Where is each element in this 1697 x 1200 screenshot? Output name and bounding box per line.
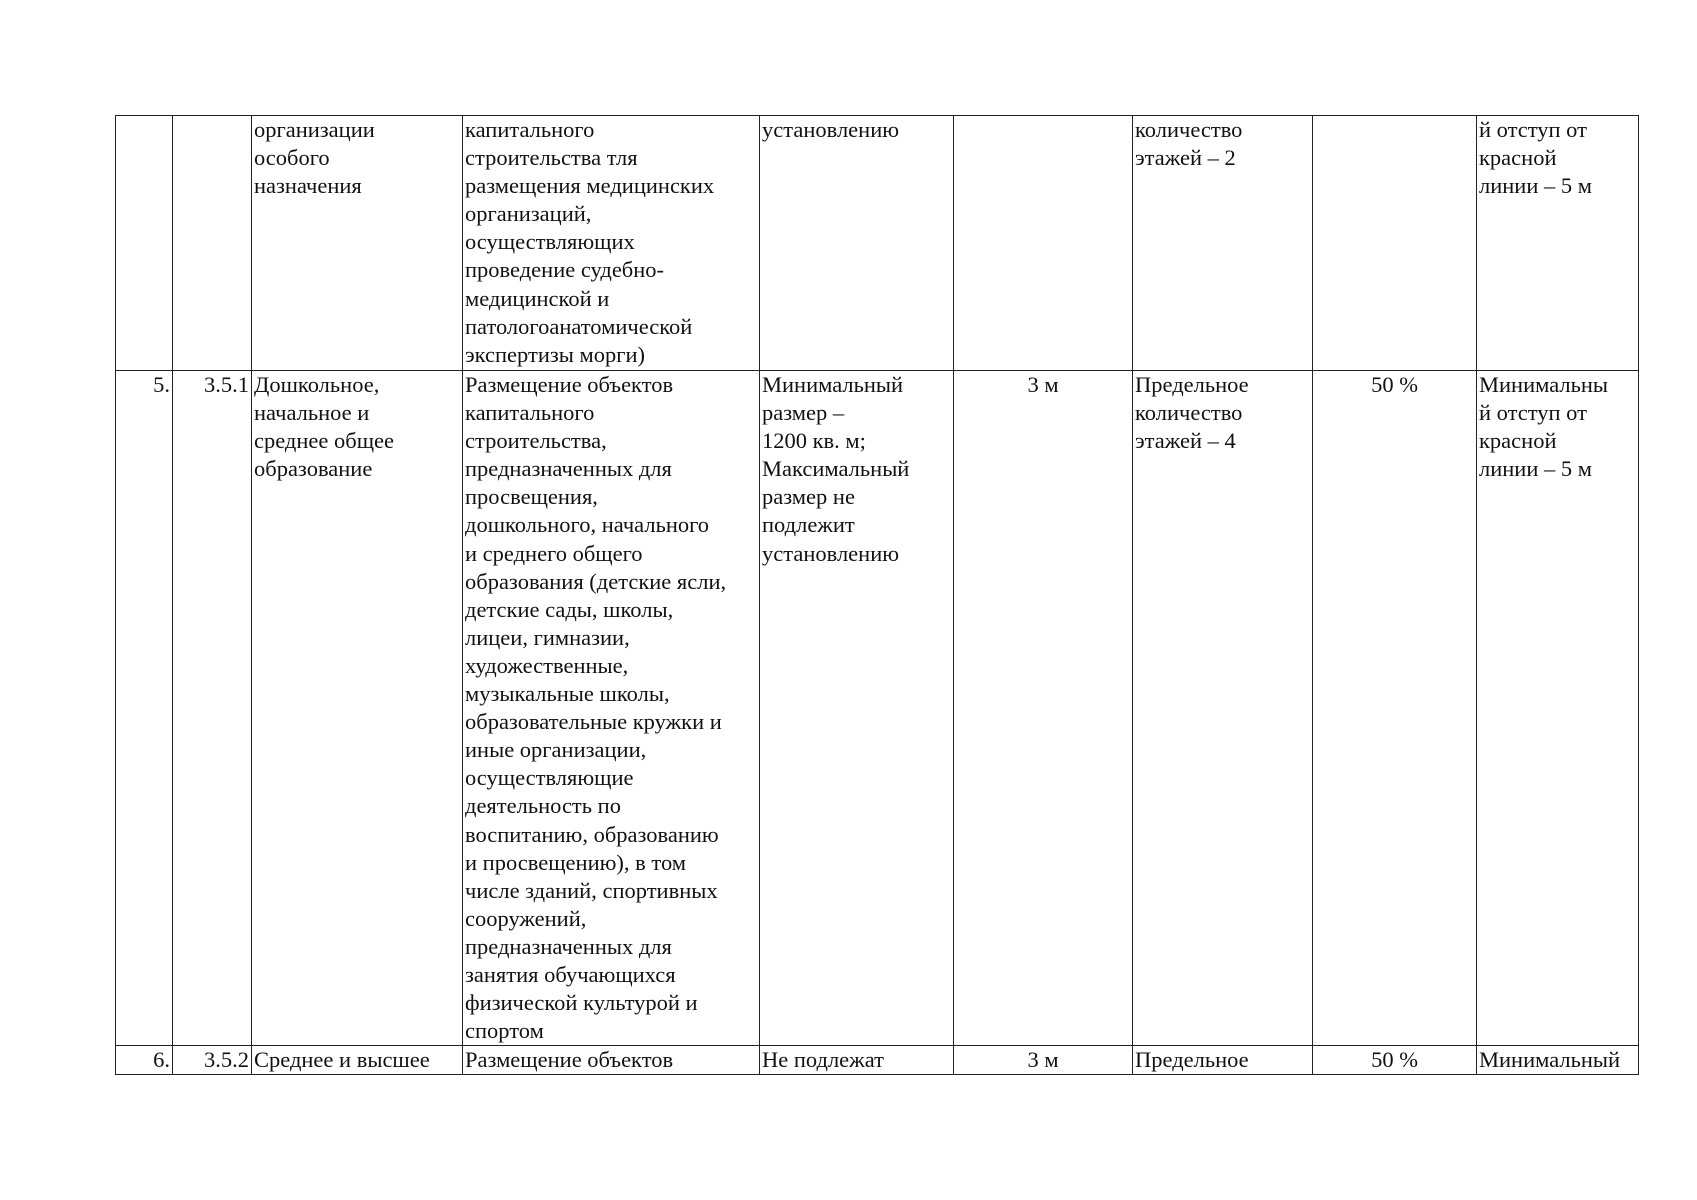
red-line-setback-cell: й отступ от красной линии – 5 м — [1477, 116, 1639, 371]
floors-limit-cell: Предельное — [1133, 1046, 1313, 1075]
setback-cell: 3 м — [954, 1046, 1133, 1075]
use-description-cell: Размещение объектов — [463, 1046, 760, 1075]
classifier-code-cell: 3.5.1 — [173, 371, 252, 1046]
plot-size-cell: Минимальный размер – 1200 кв. м; Максимальный размер не подлежит установлению — [760, 371, 954, 1046]
floors-limit-cell: количество этажей – 2 — [1133, 116, 1313, 371]
table-row — [116, 1046, 1639, 1075]
plot-size-cell: Не подлежат — [760, 1046, 954, 1075]
use-type-name-cell: Среднее и высшее — [252, 1046, 463, 1075]
red-line-setback-cell: Минимальный — [1477, 1046, 1639, 1075]
use-description-cell: капитального строительства тля размещения медицинских организаций, осуществляющих проведение судебно- медицинской и патологоанатомической экспертизы морги) — [463, 116, 760, 371]
setback-cell: 3 м — [954, 371, 1133, 1046]
table-row — [116, 371, 1639, 1046]
plot-size-cell: установлению — [760, 116, 954, 371]
row-number-cell: 6. — [116, 1046, 173, 1075]
setback-cell — [954, 116, 1133, 371]
use-description-cell: Размещение объектов капитального строительства, предназначенных для просвещения, дошкольного, начального и среднего общего образования (детские ясли, детские сады, школы, лицеи, гимназии, художественные, музыкальные школы, образовательные кружки и иные организации, осуществляющие деятельность по воспитанию, образованию и просвещению), в том числе зданий, спортивных сооружений, предназначенных для занятия обучающихся физической культурой и спортом — [463, 371, 760, 1046]
coverage-percent-cell — [1313, 116, 1477, 371]
coverage-percent-cell: 50 % — [1313, 1046, 1477, 1075]
classifier-code-cell — [173, 116, 252, 371]
red-line-setback-cell: Минимальны й отступ от красной линии – 5 м — [1477, 371, 1639, 1046]
land-use-regulations-table — [115, 115, 1639, 1075]
coverage-percent-cell: 50 % — [1313, 371, 1477, 1046]
classifier-code-cell: 3.5.2 — [173, 1046, 252, 1075]
row-number-cell — [116, 116, 173, 371]
row-number-cell: 5. — [116, 371, 173, 1046]
use-type-name-cell: Дошкольное, начальное и среднее общее образование — [252, 371, 463, 1046]
floors-limit-cell: Предельное количество этажей – 4 — [1133, 371, 1313, 1046]
table-row — [116, 116, 1639, 371]
use-type-name-cell: организации особого назначения — [252, 116, 463, 371]
